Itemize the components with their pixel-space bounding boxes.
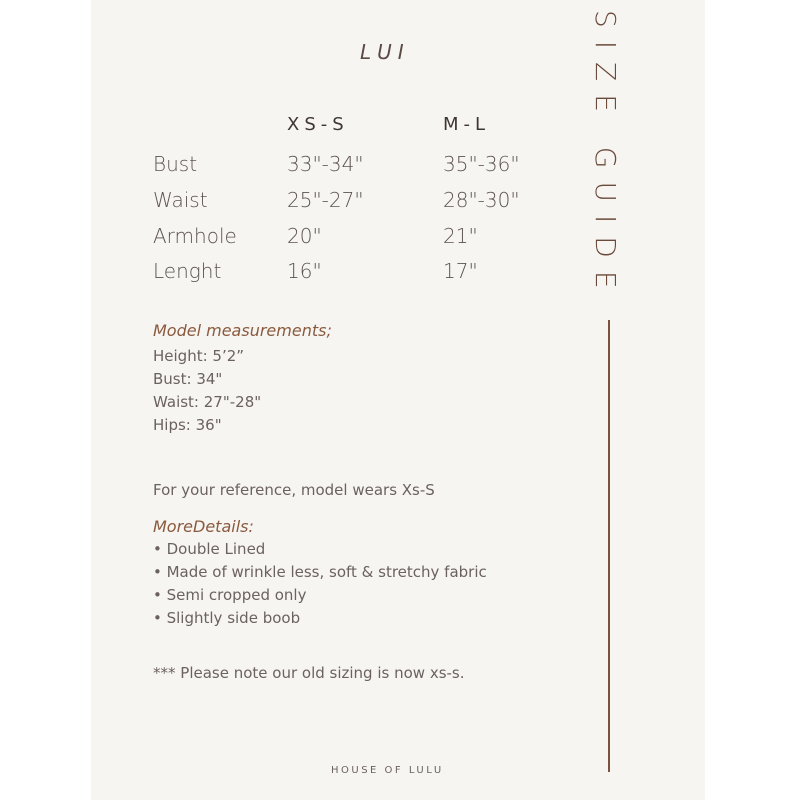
size-row-waist	[153, 188, 553, 218]
value-m-l: 35"-36"	[443, 152, 520, 176]
vertical-divider	[608, 320, 610, 772]
reference-note: For your reference, model wears Xs-S	[153, 481, 435, 499]
size-row-bust	[153, 152, 553, 182]
column-header-m-l: M-L	[443, 114, 491, 135]
value-m-l: 17"	[443, 259, 478, 283]
detail-item: • Double Lined	[153, 540, 266, 558]
detail-item: • Semi cropped only	[153, 586, 307, 604]
model-waist: Waist: 27"-28"	[153, 393, 262, 411]
vertical-title-text: SIZE GUIDE	[589, 10, 622, 302]
value-xs-s: 25"-27"	[287, 188, 364, 212]
column-header-xs-s: XS-S	[287, 114, 349, 135]
model-measurements-heading: Model measurements;	[153, 321, 332, 340]
size-row-armhole	[153, 224, 553, 254]
value-xs-s: 33"-34"	[287, 152, 364, 176]
value-xs-s: 20"	[287, 224, 322, 248]
brand-title: LUI	[360, 40, 410, 64]
detail-item: • Made of wrinkle less, soft & stretchy fabric	[153, 563, 487, 581]
footer-brand: HOUSE OF LULU	[331, 765, 444, 776]
value-xs-s: 16"	[287, 259, 322, 283]
row-label: Lenght	[153, 259, 222, 283]
row-label: Armhole	[153, 224, 237, 248]
size-guide-vertical-title	[589, 10, 628, 310]
model-bust: Bust: 34"	[153, 370, 223, 388]
value-m-l: 28"-30"	[443, 188, 520, 212]
row-label: Bust	[153, 152, 198, 176]
model-hips: Hips: 36"	[153, 416, 222, 434]
detail-item: • Slightly side boob	[153, 609, 301, 627]
size-row-length	[153, 259, 553, 289]
more-details-heading: MoreDetails:	[153, 517, 254, 536]
value-m-l: 21"	[443, 224, 478, 248]
sizing-note: *** Please note our old sizing is now xs-s.	[153, 664, 465, 682]
row-label: Waist	[153, 188, 208, 212]
model-height: Height: 5’2”	[153, 347, 245, 365]
